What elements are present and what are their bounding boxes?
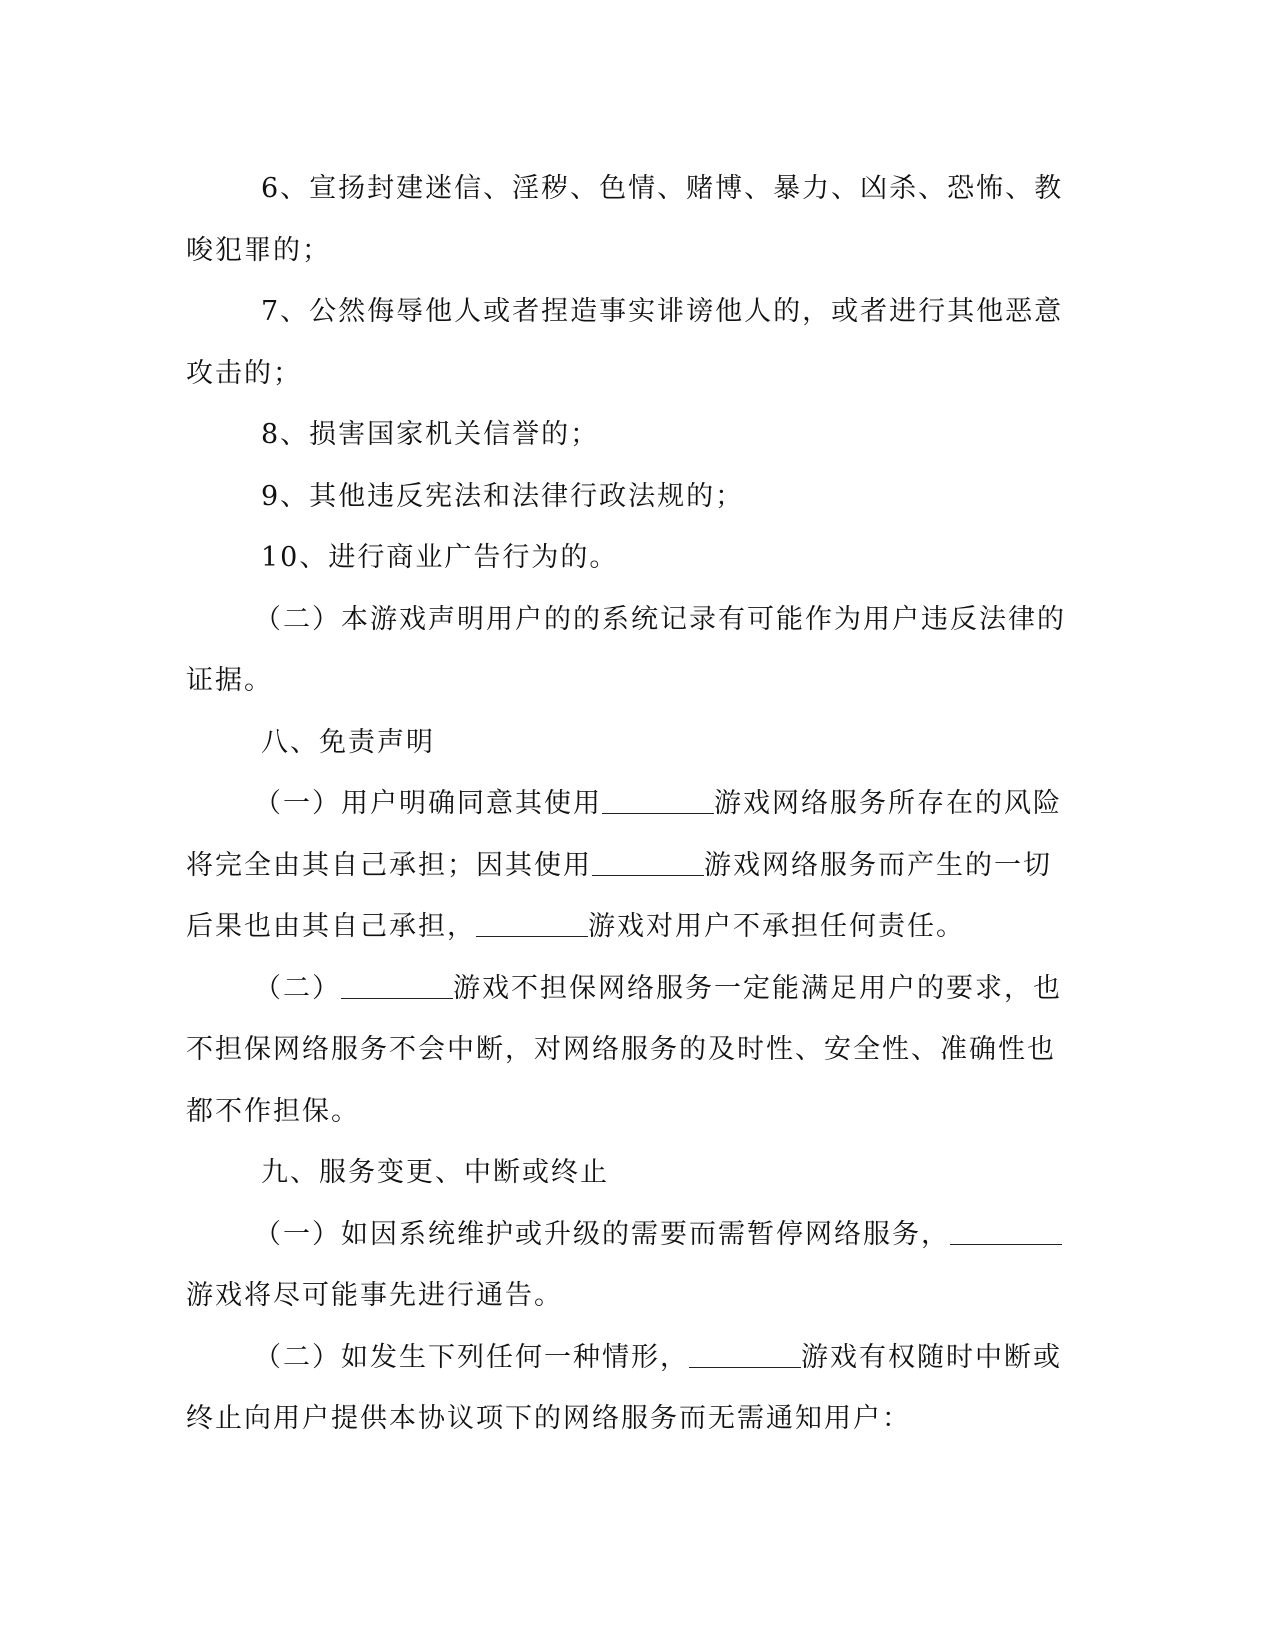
paragraph-7-2-cont: 证据。: [186, 665, 273, 696]
text-segment: （二）: [254, 972, 341, 1004]
text-segment: （二）如发生下列任何一种情形，: [254, 1341, 689, 1373]
text-segment: 游戏不担保网络服务一定能满足用户的要求，也: [453, 972, 1062, 1004]
section-heading-9: 九、服务变更、中断或终止: [261, 1157, 609, 1188]
text-segment: （一）如因系统维护或升级的需要而需暂停网络服务，: [254, 1218, 950, 1250]
text-segment: （一）用户明确同意其使用: [254, 788, 602, 819]
fill-in-blank: [689, 1343, 801, 1368]
paragraph-7-2: （二）本游戏声明用户的的系统记录有可能作为用户违反法律的: [254, 603, 1066, 635]
paragraph-8-1: [186, 773, 1076, 835]
text-segment: 后果也由其自己承担，: [186, 911, 476, 942]
section-heading-8: 八、免责声明: [261, 726, 435, 758]
list-item-7-cont: 攻击的；: [186, 357, 302, 389]
list-item-7: 7、公然侮辱他人或者捏造事实诽谤他人的，或者进行其他恶意: [261, 296, 1064, 327]
list-item-6-cont: 唆犯罪的；: [186, 234, 331, 266]
paragraph-8-1-cont: [186, 835, 1076, 897]
list-item-10: 10、进行商业广告行为的。: [261, 542, 619, 573]
paragraph-9-1: [186, 1204, 1076, 1266]
list-item-8: 8、损害国家机关信誉的；: [261, 419, 600, 450]
paragraph-8-2: [186, 958, 1076, 1020]
paragraph-9-2-cont: 终止向用户提供本协议项下的网络服务而无需通知用户：: [186, 1403, 911, 1434]
text-segment: 将完全由其自己承担；因其使用: [186, 849, 592, 881]
list-item-9: 9、其他违反宪法和法律行政法规的；: [261, 480, 745, 512]
paragraph-8-1-cont2: [186, 896, 1076, 958]
list-item-6: 6、宣扬封建迷信、淫秽、色情、赌博、暴力、凶杀、恐怖、教: [261, 173, 1064, 204]
fill-in-blank: [950, 1220, 1062, 1245]
fill-in-blank: [602, 789, 714, 814]
paragraph-8-2-cont: 不担保网络服务不会中断，对网络服务的及时性、安全性、准确性也: [186, 1034, 1056, 1065]
text-segment: 游戏网络服务所存在的风险: [714, 788, 1062, 819]
fill-in-blank: [476, 912, 588, 937]
text-segment: 游戏网络服务而产生的一切: [704, 849, 1052, 881]
paragraph-8-2-cont2: 都不作担保。: [186, 1095, 360, 1127]
text-segment: 游戏对用户不承担任何责任。: [588, 911, 965, 942]
fill-in-blank: [592, 851, 704, 876]
text-segment: 游戏有权随时中断或: [801, 1341, 1062, 1373]
paragraph-9-1-cont: 游戏将尽可能事先进行通告。: [186, 1280, 563, 1311]
paragraph-9-2: [186, 1327, 1076, 1389]
document-page: [186, 158, 1076, 1450]
fill-in-blank: [341, 974, 453, 999]
